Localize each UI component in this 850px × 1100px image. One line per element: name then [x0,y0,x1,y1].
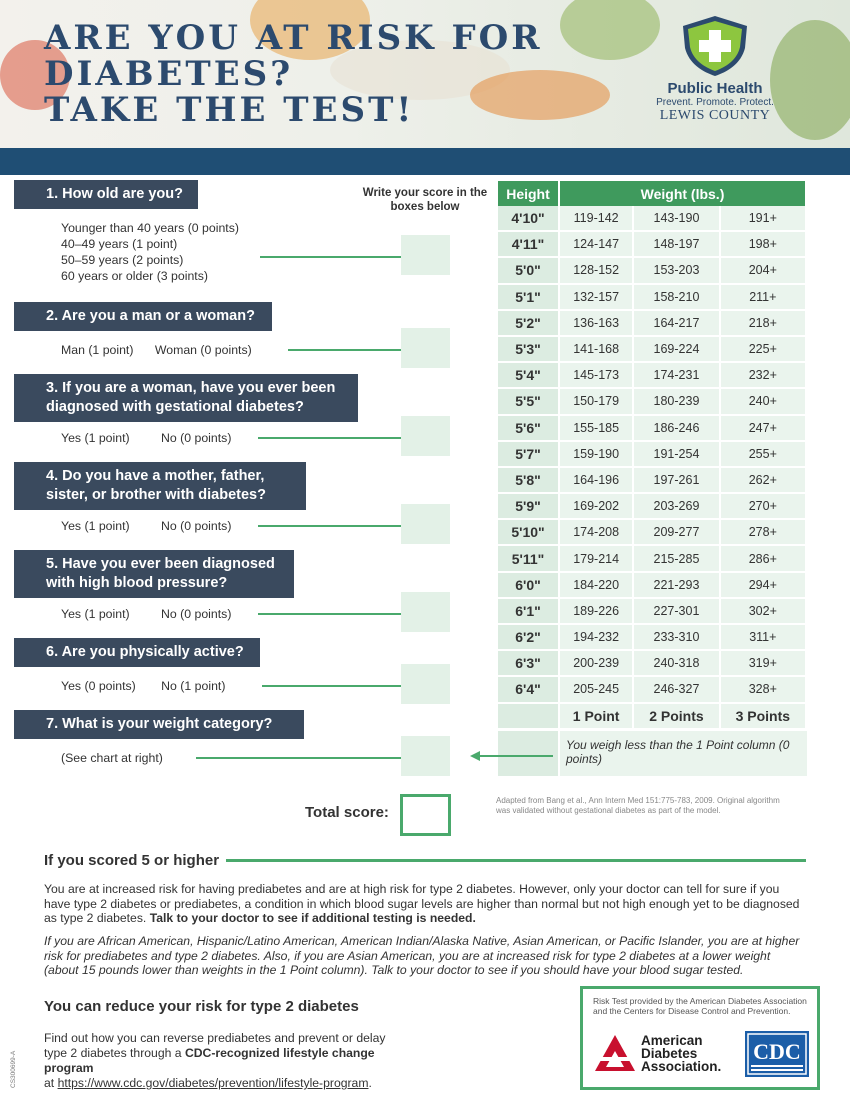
option-text: Woman (0 points) [154,343,252,357]
weight-cell: 153-203 [634,258,718,284]
table-row [498,337,805,363]
weight-cell: 286+ [721,546,805,572]
table-row [498,416,805,442]
reduce-line-2-text: type 2 diabetes through a [44,1046,182,1060]
connector-line [258,525,401,527]
option-text: No (0 points) [161,607,232,621]
height-cell: 5'10" [498,520,558,546]
header-banner [0,0,850,148]
scored-paragraph-1-bold: Talk to your doctor to see if additional testing is needed. [149,911,476,925]
weight-cell: 246-327 [634,677,718,703]
reduce-line-3 [44,1076,424,1091]
question-2-heading: 2. Are you a man or a woman? [14,302,272,331]
ada-logo [593,1031,733,1075]
left-arrow-icon [470,751,480,761]
question-3-options [61,430,231,446]
question-1-score-box[interactable] [401,235,450,275]
document-code: CS300699-A [10,1050,17,1088]
points-label: 3 Points [721,704,805,730]
table-row [498,546,805,572]
scored-paragraph-1-text: You are at increased risk for having prediabetes and are at high risk for type 2 diabetes. However, only your doctor can tell for sure if you have type 2 diabetes or prediabetes, a condition in which blood sugar levels are higher than normal but not high enough yet to be diagnosed as type 2 diabetes. [44,882,800,925]
option-text: Man (1 point) [61,343,134,357]
table-row [498,285,805,311]
logo-county: LEWIS COUNTY [659,108,771,123]
table-row [498,258,805,284]
weight-cell: 204+ [721,258,805,284]
weight-cell: 136-163 [560,311,632,337]
points-label: 2 Points [634,704,718,730]
weight-cell: 132-157 [560,285,632,311]
weight-cell: 215-285 [634,546,718,572]
total-score-box[interactable] [400,794,451,836]
source-citation: Adapted from Bang et al., Ann Intern Med 151:775-783, 2009. Original algorithm was validated without gestational diabetes as part of the model. [496,796,780,815]
weight-cell: 169-202 [560,494,632,520]
question-6-options [61,678,225,694]
weight-cell: 278+ [721,520,805,546]
table-row [498,389,805,415]
weight-cell: 255+ [721,442,805,468]
height-cell: 5'4" [498,363,558,389]
table-row [498,468,805,494]
weight-cell: 232+ [721,363,805,389]
weight-cell: 191+ [721,206,805,232]
weight-cell: 164-217 [634,311,718,337]
table-row [498,206,805,232]
reduce-line-2 [44,1046,424,1076]
question-4-heading: 4. Do you have a mother, father, sister, or brother with diabetes? [14,462,306,510]
question-5-heading: 5. Have you ever been diagnosed with high blood pressure? [14,550,294,598]
reduce-line-3-prefix: at [44,1076,55,1090]
height-cell: 5'2" [498,311,558,337]
question-3-heading: 3. If you are a woman, have you ever been diagnosed with gestational diabetes? [14,374,358,422]
empty-cell [498,731,558,776]
weight-cell: 124-147 [560,232,632,258]
question-6-score-box[interactable] [401,664,450,704]
credit-text: Risk Test provided by the American Diabetes Association and the Centers for Disease Control and Prevention. [593,996,807,1016]
weight-cell: 328+ [721,677,805,703]
weight-cell: 247+ [721,416,805,442]
weight-cell: 174-208 [560,520,632,546]
weight-cell: 141-168 [560,337,632,363]
lifestyle-program-link[interactable]: https://www.cdc.gov/diabetes/prevention/lifestyle-program [57,1076,369,1090]
question-2-score-box[interactable] [401,328,450,368]
table-row [498,599,805,625]
weight-cell: 164-196 [560,468,632,494]
logo-name: Public Health [667,80,763,97]
weight-cell: 200-239 [560,651,632,677]
table-row [498,311,805,337]
question-7-heading: 7. What is your weight category? [14,710,304,739]
question-6-heading: 6. Are you physically active? [14,638,260,667]
height-cell: 4'10" [498,206,558,232]
weight-cell: 221-293 [634,573,718,599]
option-text: 40–49 years (1 point) [61,237,178,251]
score-instruction: Write your score in the boxes below [362,187,488,213]
weight-cell: 158-210 [634,285,718,311]
weight-cell: 211+ [721,285,805,311]
ada-triangle-icon [593,1033,637,1073]
weight-cell: 262+ [721,468,805,494]
weight-cell: 194-232 [560,625,632,651]
question-2-options [61,342,252,358]
weight-cell: 180-239 [634,389,718,415]
points-label: 1 Point [560,704,632,730]
cdc-logo [745,1031,809,1077]
points-row [498,704,805,730]
public-health-logo [640,14,790,139]
weight-cell: 150-179 [560,389,632,415]
question-7-score-box[interactable] [401,736,450,776]
table-row [498,494,805,520]
section-divider [226,859,806,862]
weight-cell: 205-245 [560,677,632,703]
underweight-note: You weigh less than the 1 Point column (0 points) [560,731,807,776]
height-cell: 6'1" [498,599,558,625]
underweight-row [498,731,807,776]
table-row [498,651,805,677]
option-text: No (0 points) [161,431,232,445]
svg-text:CDC: CDC [753,1039,801,1064]
option-text: Yes (1 point) [61,431,130,445]
height-cell: 5'8" [498,468,558,494]
height-cell: 4'11" [498,232,558,258]
weight-cell: 169-224 [634,337,718,363]
height-cell: 6'2" [498,625,558,651]
height-column-header: Height [498,181,558,206]
height-cell: 6'4" [498,677,558,703]
page-title: ARE YOU AT RISK FOR DIABETES? TAKE THE TEST! [44,18,543,130]
table-row [498,442,805,468]
height-cell: 5'0" [498,258,558,284]
option-text: Yes (1 point) [61,519,130,533]
height-cell: 5'11" [498,546,558,572]
lifestyle-program-bold: CDC-recognized lifestyle change program [44,1046,375,1075]
connector-line [260,256,401,258]
table-row [498,363,805,389]
weight-cell: 319+ [721,651,805,677]
weight-cell: 240+ [721,389,805,415]
question-5-score-box[interactable] [401,592,450,632]
reduce-paragraph [44,1031,424,1091]
option-text: (See chart at right) [61,751,163,765]
table-row [498,677,805,703]
credit-box [580,986,820,1090]
weight-cell: 198+ [721,232,805,258]
weight-cell: 145-173 [560,363,632,389]
scored-paragraph-2: If you are African American, Hispanic/Latino American, American Indian/Alaska Native, Asian American, or Pacific Islander, you are at higher risk for prediabetes and type 2 diabetes. Also, if you are Asian American, you are at increased risk for type 2 diabetes at a lower weight (about 15 pounds lower than weights in the 1 Point column). Talk to your doctor to see if you should have your blood sugar tested. [44,934,800,977]
height-cell: 6'3" [498,651,558,677]
table-row [498,232,805,258]
weight-cell: 311+ [721,625,805,651]
reduce-section-heading: You can reduce your risk for type 2 diabetes [44,998,359,1015]
table-row [498,573,805,599]
weight-cell: 240-318 [634,651,718,677]
arrow-line [478,755,553,757]
scored-paragraph-1 [44,882,806,926]
weight-cell: 209-277 [634,520,718,546]
weight-cell: 191-254 [634,442,718,468]
weight-cell: 203-269 [634,494,718,520]
question-4-score-box[interactable] [401,504,450,544]
ada-wordmark: American Diabetes Association. [641,1033,722,1074]
weight-cell: 159-190 [560,442,632,468]
connector-line [262,685,401,687]
height-cell: 5'3" [498,337,558,363]
empty-cell [498,704,558,730]
question-1-options [61,220,239,284]
question-7-options [61,750,163,766]
weight-cell: 119-142 [560,206,632,232]
weight-cell: 225+ [721,337,805,363]
weight-column-header: Weight (lbs.) [560,181,805,206]
weight-cell: 218+ [721,311,805,337]
weight-cell: 148-197 [634,232,718,258]
total-score-label: Total score: [305,804,389,821]
option-text: 50–59 years (2 points) [61,253,184,267]
connector-line [258,437,401,439]
connector-line [258,613,401,615]
weight-cell: 270+ [721,494,805,520]
height-cell: 5'5" [498,389,558,415]
weight-cell: 179-214 [560,546,632,572]
weight-chart-table [496,181,807,730]
weight-cell: 155-185 [560,416,632,442]
option-text: Yes (1 point) [61,607,130,621]
cdc-emblem-icon [745,1031,809,1077]
shield-cross-icon [679,14,751,78]
weight-cell: 189-226 [560,599,632,625]
weight-cell: 143-190 [634,206,718,232]
option-text: No (1 point) [161,679,226,693]
weight-cell: 227-301 [634,599,718,625]
logo-tagline: Prevent. Promote. Protect. [656,97,774,108]
header-divider-bar [0,148,850,175]
height-cell: 5'6" [498,416,558,442]
question-1-heading: 1. How old are you? [14,180,198,209]
option-text: Yes (0 points) [61,679,136,693]
table-header-row [498,181,805,206]
weight-cell: 233-310 [634,625,718,651]
height-cell: 5'9" [498,494,558,520]
option-text: No (0 points) [161,519,232,533]
question-5-options [61,606,231,622]
table-row [498,520,805,546]
height-cell: 5'1" [498,285,558,311]
reduce-line-3-suffix: . [368,1076,372,1090]
weight-cell: 174-231 [634,363,718,389]
connector-line [288,349,401,351]
height-cell: 6'0" [498,573,558,599]
option-text: Younger than 40 years (0 points) [61,221,239,235]
weight-cell: 184-220 [560,573,632,599]
option-text: 60 years or older (3 points) [61,269,208,283]
connector-line [196,757,401,759]
weight-cell: 294+ [721,573,805,599]
scored-section-heading: If you scored 5 or higher [44,852,220,869]
weight-cell: 128-152 [560,258,632,284]
weight-cell: 186-246 [634,416,718,442]
table-row [498,625,805,651]
weight-cell: 197-261 [634,468,718,494]
height-cell: 5'7" [498,442,558,468]
question-3-score-box[interactable] [401,416,450,456]
reduce-line-1: Find out how you can reverse prediabetes and prevent or delay [44,1031,386,1045]
question-4-options [61,518,231,534]
weight-cell: 302+ [721,599,805,625]
